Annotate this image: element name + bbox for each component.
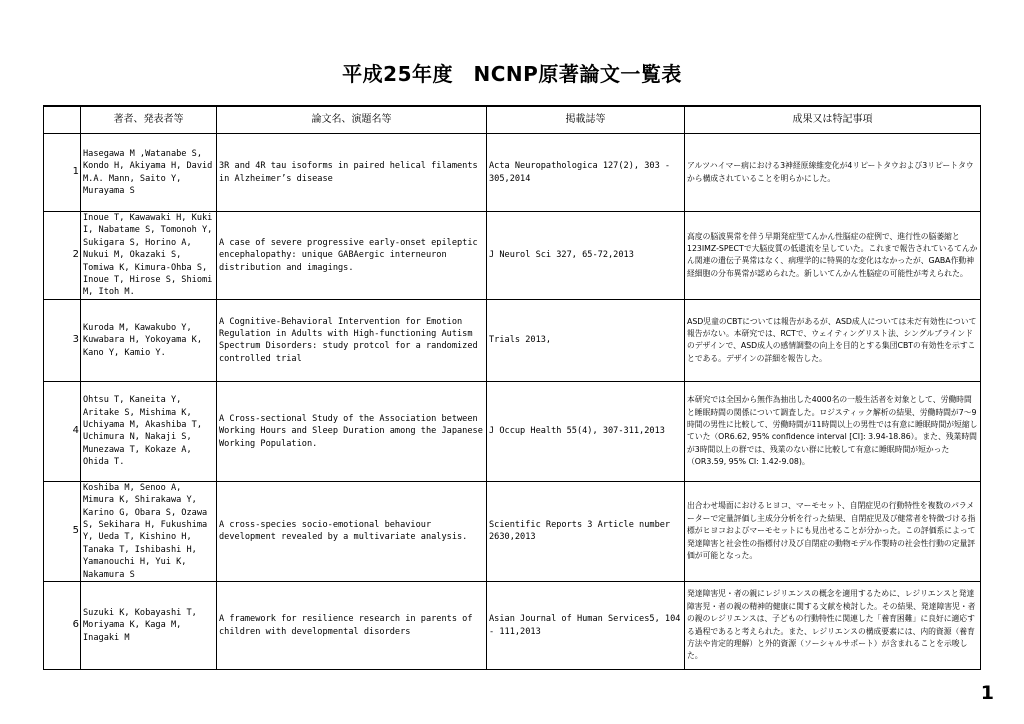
paper-title-cell: A Cognitive-Behavioral Intervention for Emotion Regulation in Adults with High-functioning Autism Spectrum Disorders: study protcol for a randomized controlled trial — [217, 299, 487, 381]
row-number: 6 — [44, 582, 81, 670]
authors-cell: Suzuki K, Kobayashi T, Moriyama K, Kaga M, Inagaki M — [81, 582, 217, 670]
journal-cell: J Neurol Sci 327, 65-72,2013 — [487, 212, 685, 300]
row-number: 5 — [44, 481, 81, 581]
table-header-row — [44, 106, 981, 134]
authors-cell: Koshiba M, Senoo A, Mimura K, Shirakawa Y, Karino G, Obara S, Ozawa S, Sekihara H, Fukushima Y, Ueda T, Kishino H, Tanaka T, Ishibashi H, Yamanouchi H, Yui K, Nakamura S — [81, 481, 217, 581]
paper-title-cell: A framework for resilience research in parents of children with developmental disorders — [217, 582, 487, 670]
row-number: 2 — [44, 212, 81, 300]
authors-cell: Ohtsu T, Kaneita Y, Aritake S, Mishima K, Uchiyama M, Akashiba T, Uchimura N, Nakaji S, Munezawa T, Kokaze A, Ohida T. — [81, 381, 217, 481]
notes-cell: 本研究では全国から無作為抽出した4000名の一般生活者を対象として、労働時間と睡眠時間の関係について調査した。ロジスティック解析の結果、労働時間が7～9時間の男性に比較して、労働時間が11時間以上の男性では有意に睡眠時間が短縮していた（OR6.62, 95% confidence interval [CI]: 3.94-18.86）。また、残業時間が3時間以上の群では、残業のない群に比較して有意に睡眠時間が短かった（OR3.59, 95% CI: 1.42-9.08)。 — [685, 381, 981, 481]
row-number: 1 — [44, 134, 81, 212]
table-row — [44, 134, 981, 212]
authors-cell: Hasegawa M ,Watanabe S, Kondo H, Akiyama H, David M.A. Mann, Saito Y, Murayama S — [81, 134, 217, 212]
table-row — [44, 481, 981, 581]
notes-cell: 出合わせ場面におけるヒヨコ、マーモセット、自閉症児の行動特性を複数のパラメーターで定量評価し主成分分析を行った結果、自閉症児及び健常者を特徴づける指標がヒヨコおよびマーモセットにも見出せることが分かった。この評価系によって発達障害と社会性の指標付け及び自閉症の動物モデル作製時の社会性行動の定量評価が可能となった。 — [685, 481, 981, 581]
authors-cell: Inoue T, Kawawaki H, Kuki I, Nabatame S, Tomonoh Y, Sukigara S, Horino A, Nukui M, Okazaki S, Tomiwa K, Kimura-Ohba S, Inoue T, Hirose S, Shiomi M, Itoh M. — [81, 212, 217, 300]
header-paper-title: 論文名、演題名等 — [217, 106, 487, 134]
table-row — [44, 212, 981, 300]
notes-cell: 発達障害児・者の親にレジリエンスの概念を適用するために、レジリエンスと発達障害児・者の親の精神的健康に関する文献を検討した。その結果、発達障害児・者の親のレジリエンスは、子どもの行動特性に関連した「養育困難」に良好に適応する過程であると考えられた。また、レジリエンスの構成要素には、内的資源（養育方法や肯定的理解）と外的資源（ソーシャルサポート）が含まれることを示唆した。 — [685, 582, 981, 670]
header-journal: 掲載誌等 — [487, 106, 685, 134]
row-number: 4 — [44, 381, 81, 481]
page-number: 1 — [980, 682, 994, 704]
journal-cell: Asian Journal of Human Services5, 104 - 111,2013 — [487, 582, 685, 670]
journal-cell: Trials 2013, — [487, 299, 685, 381]
paper-title-cell: A case of severe progressive early-onset epileptic encephalopathy: unique GABAergic interneuron distribution and imagings. — [217, 212, 487, 300]
notes-cell: 高度の脳波異常を伴う早期発症型てんかん性脳症の症例で、進行性の脳萎縮と123IMZ-SPECTで大脳皮質の低還流を呈していた。これまで報告されているてんかん関連の遺伝子異常はなく、病理学的に特異的な変化はなかったが、GABA作動神経細胞の分布異常が認められた。新しいてんかん性脳症の可能性が考えられた。 — [685, 212, 981, 300]
journal-cell: J Occup Health 55(4), 307-311,2013 — [487, 381, 685, 481]
paper-title-cell: A cross-species socio-emotional behaviour development revealed by a multivariate analysis. — [217, 481, 487, 581]
paper-title-cell: A Cross-sectional Study of the Association between Working Hours and Sleep Duration among the Japanese Working Population. — [217, 381, 487, 481]
header-number — [44, 106, 81, 134]
table-row — [44, 582, 981, 670]
paper-title-cell: 3R and 4R tau isoforms in paired helical filaments in Alzheimer’s disease — [217, 134, 487, 212]
notes-cell: アルツハイマー病における3神経原線維変化が4リピートタウおよび3リピートタウから構成されていることを明らかにした。 — [685, 134, 981, 212]
row-number: 3 — [44, 299, 81, 381]
notes-cell: ASD児童のCBTについては報告があるが、ASD成人については未だ有効性について報告がない。本研究では、RCTで、ウェイティングリスト法、シングルブラインドのデザインで、ASD成人の感情調整の向上を目的とする集団CBTの有効性を示すことである。デザインの詳細を報告した。 — [685, 299, 981, 381]
journal-cell: Acta Neuropathologica 127(2), 303 - 305,2014 — [487, 134, 685, 212]
header-notes: 成果又は特記事項 — [685, 106, 981, 134]
table-row — [44, 381, 981, 481]
header-authors: 著者、発表者等 — [81, 106, 217, 134]
table-row — [44, 299, 981, 381]
authors-cell: Kuroda M, Kawakubo Y, Kuwabara H, Yokoyama K, Kano Y, Kamio Y. — [81, 299, 217, 381]
papers-table — [43, 105, 981, 670]
page-title: 平成25年度 NCNP原著論文一覧表 — [342, 62, 682, 86]
journal-cell: Scientific Reports 3 Article number 2630,2013 — [487, 481, 685, 581]
